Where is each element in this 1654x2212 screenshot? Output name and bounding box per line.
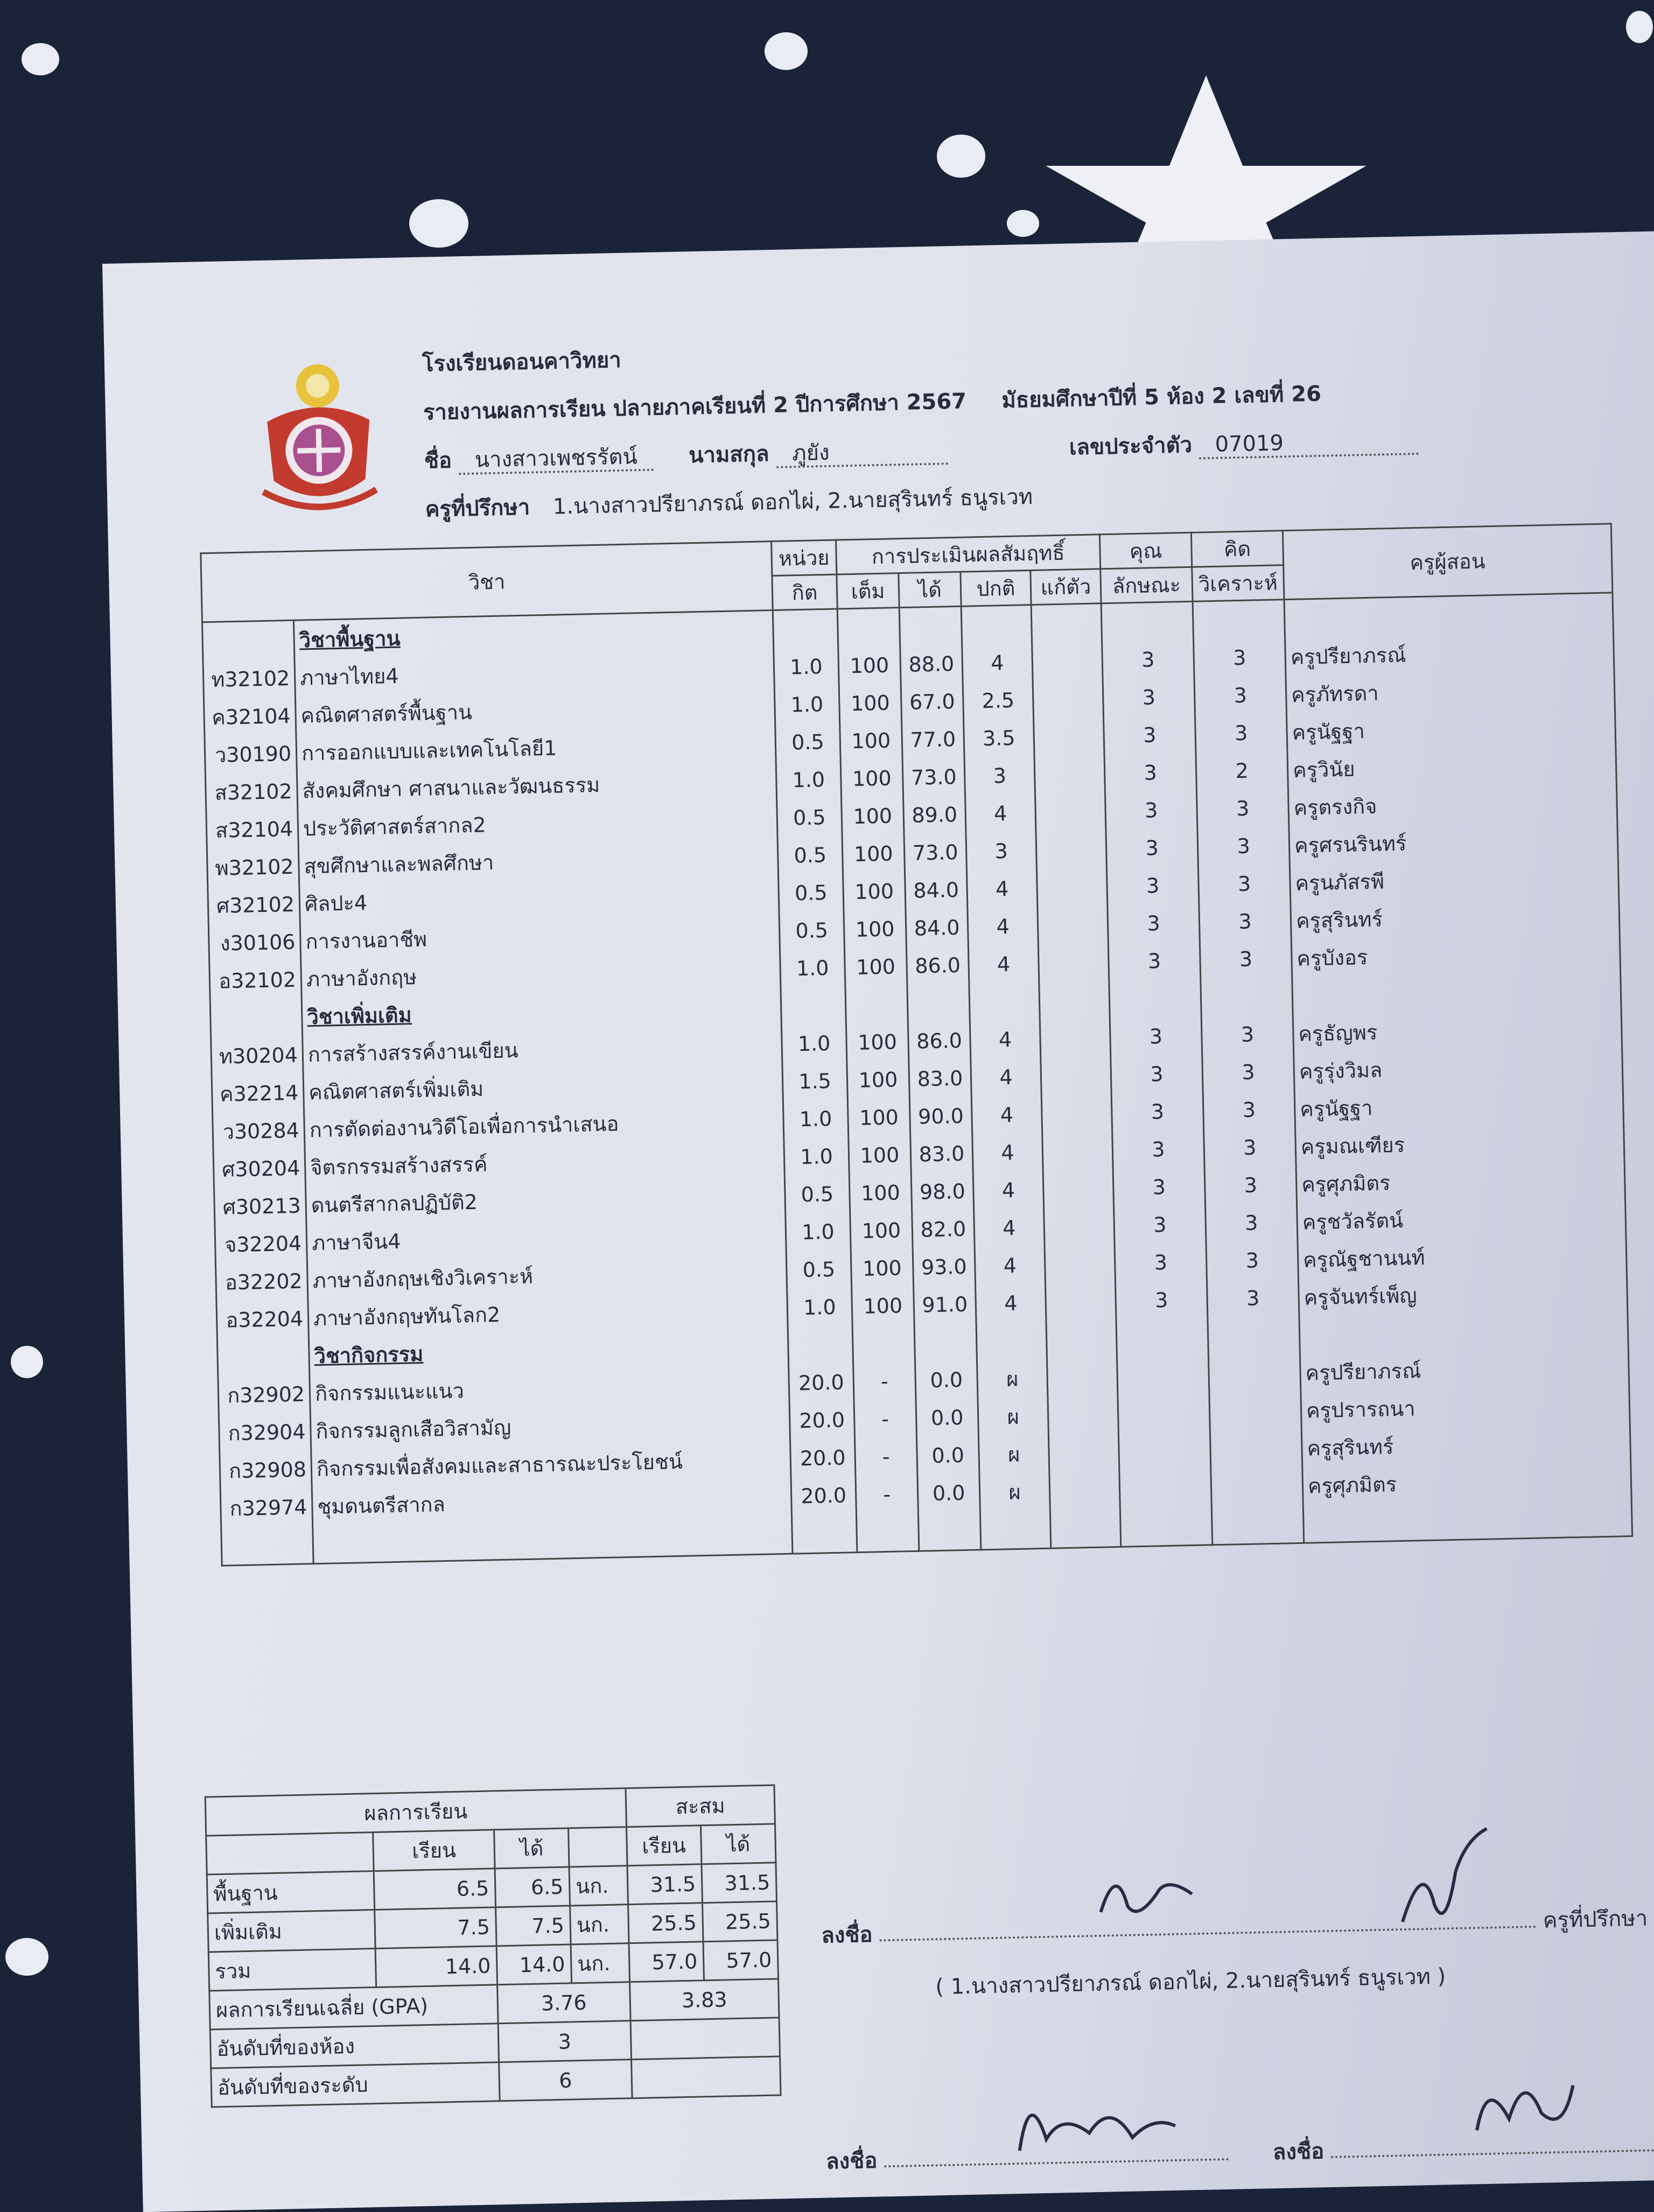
remedial-grade [1042, 1132, 1113, 1171]
summary-unit: นก. [569, 1866, 628, 1906]
score: 73.0 [902, 758, 965, 797]
grade: ผ [978, 1397, 1048, 1436]
summary-table [205, 1784, 782, 2108]
advisor-signature-names: ( 1.นางสาวปรียาภรณ์ ดอกไผ่, 2.นายสุรินทร์ ธนูรเวท ) [935, 1964, 1446, 2000]
remedial-grade [1046, 1282, 1116, 1322]
subject-code: อ32102 [209, 960, 302, 1000]
full-score: - [855, 1437, 917, 1476]
level-rank-value: 6 [499, 2060, 632, 2101]
summary-cum-studied: 31.5 [627, 1864, 703, 1905]
summary-blank [206, 1832, 374, 1874]
subject-name: จิตรกรรมสร้างสรรค์ [305, 1139, 784, 1186]
subject-name: สังคมศึกษา ศาสนาและวัฒนธรรม [297, 762, 776, 810]
thinking-score: 3 [1197, 826, 1289, 866]
score: 86.0 [906, 946, 969, 985]
subject-code: ท32102 [203, 659, 295, 699]
thinking-score: 3 [1198, 864, 1290, 904]
grade: 4 [966, 869, 1037, 909]
grade: 4 [971, 1096, 1042, 1135]
credit-units: 1.0 [774, 685, 839, 724]
summary-blank [631, 2056, 781, 2098]
summary-got: 7.5 [496, 1906, 571, 1946]
report-title: รายงานผลการเรียน ปลายภาคเรียนที่ 2 ปีการศึกษา 2567 [423, 389, 967, 425]
character-score: 3 [1115, 1242, 1207, 1282]
subject-name: ภาษาจีน4 [306, 1214, 786, 1262]
summary-results-label: ผลการเรียน [205, 1788, 626, 1836]
full-score: 100 [844, 910, 906, 949]
credit-units: 0.5 [775, 723, 840, 762]
background-star [937, 135, 985, 178]
grade: 4 [968, 907, 1038, 946]
character-score: 3 [1103, 678, 1195, 718]
grade: 2.5 [963, 681, 1033, 720]
room-rank-value: 3 [498, 2021, 631, 2062]
subject-name: ดนตรีสากลปฏิบัติ2 [305, 1176, 785, 1224]
subject-code: ค32104 [204, 697, 296, 736]
character-score: 3 [1108, 904, 1200, 944]
character-score: 3 [1114, 1205, 1206, 1245]
remedial-grade [1033, 679, 1103, 719]
summary-unit: นก. [570, 1905, 629, 1944]
section-title: วิชาเพิ่มเติม [302, 988, 781, 1036]
remedial-grade [1040, 1019, 1110, 1058]
handwritten-signature [1077, 1822, 1564, 1950]
subject-code: ก32974 [220, 1487, 312, 1527]
thinking-score: 3 [1201, 1015, 1293, 1055]
sign-label: ลงชื่อ [825, 2148, 878, 2174]
subject-name: ภาษาอังกฤษทันโลก2 [308, 1289, 788, 1337]
thinking-score: 3 [1195, 713, 1287, 753]
remedial-grade [1034, 755, 1105, 794]
full-score: 100 [849, 1174, 912, 1212]
remedial-grade [1045, 1245, 1115, 1284]
score: 84.0 [905, 871, 967, 910]
teacher-name: ครูตรงกิจ [1288, 782, 1617, 826]
summary-cum-studied-header: เรียน [626, 1825, 702, 1866]
subject-code: ท30204 [211, 1036, 303, 1076]
full-score: 100 [843, 872, 906, 911]
name-label: ชื่อ [424, 448, 452, 474]
credit-units: 1.0 [780, 949, 845, 987]
summary-blank [630, 2018, 780, 2060]
credit-units: 20.0 [789, 1401, 854, 1439]
credit-units: 1.0 [774, 648, 839, 686]
full-score: - [856, 1475, 918, 1514]
summary-row-label: เพิ่มเติม [208, 1910, 376, 1952]
thinking-score: 3 [1200, 939, 1292, 979]
grade: 4 [972, 1133, 1043, 1172]
credit-units: 1.0 [781, 1024, 846, 1063]
character-score [1118, 1431, 1210, 1471]
subject-name: การออกแบบและเทคโนโลยี1 [296, 724, 776, 772]
background-star [765, 32, 808, 70]
section-title: วิชากิจกรรม [309, 1327, 788, 1375]
remedial-grade [1036, 830, 1106, 869]
full-score: 100 [840, 759, 903, 798]
teacher-name: ครูชวัลรัตน์ [1297, 1196, 1626, 1241]
teacher-name: ครูนัฐฐา [1286, 706, 1615, 751]
col-character-top: คุณ [1099, 532, 1192, 569]
advisor-label: ครูที่ปรึกษา [425, 495, 530, 522]
subject-code: อ32204 [216, 1299, 309, 1339]
subject-name: กิจกรรมเพื่อสังคมและสาธารณะประโยชน์ [311, 1440, 791, 1488]
full-score: 100 [852, 1287, 914, 1325]
remedial-grade [1049, 1471, 1120, 1510]
background-star [1007, 210, 1039, 237]
col-fix: แก้ตัว [1031, 569, 1101, 605]
remedial-grade [1043, 1169, 1113, 1209]
subject-name: การงานอาชีพ [300, 912, 780, 960]
thinking-score: 2 [1196, 751, 1288, 791]
student-surname: ภูยัง [776, 438, 948, 468]
character-score [1118, 1393, 1210, 1433]
subject-name: ชุมดนตรีสากล [312, 1478, 791, 1526]
col-normal: ปกติ [961, 571, 1031, 607]
score: 0.0 [916, 1436, 979, 1474]
school-logo [244, 355, 393, 519]
character-score: 3 [1111, 1055, 1203, 1094]
id-label: เลขประจำตัว [1069, 432, 1193, 460]
character-score: 3 [1105, 791, 1197, 831]
subject-code: ว30190 [205, 734, 297, 774]
subject-code: ก32908 [220, 1450, 312, 1490]
subject-name: การสร้างสรรค์งานเขียน [303, 1026, 782, 1073]
gpa-value: 3.76 [497, 1982, 630, 2024]
credit-units: 1.0 [776, 760, 841, 799]
subject-code: ว30284 [213, 1111, 305, 1151]
summary-got: 14.0 [496, 1944, 572, 1985]
grade: ผ [978, 1435, 1049, 1474]
thinking-score: 3 [1206, 1203, 1298, 1243]
col-unit-bottom: กิต [772, 574, 837, 610]
thinking-score: 3 [1194, 638, 1286, 678]
character-score: 3 [1106, 828, 1198, 868]
credit-units: 1.0 [786, 1212, 851, 1251]
grade: 3.5 [964, 719, 1034, 758]
teacher-name: ครูศุภมิตร [1302, 1460, 1631, 1505]
teacher-name: ครูสุรินทร์ [1301, 1422, 1630, 1467]
character-score: 3 [1108, 942, 1200, 981]
subject-name: สุขศึกษาและพลศึกษา [298, 837, 778, 885]
subject-code: ส32102 [205, 772, 297, 812]
full-score: 100 [850, 1211, 913, 1250]
credit-units: 0.5 [777, 835, 843, 874]
summary-blank [569, 1827, 627, 1867]
score: 86.0 [908, 1022, 970, 1061]
score: 0.0 [917, 1473, 980, 1512]
credit-units: 0.5 [784, 1175, 850, 1213]
remedial-grade [1036, 868, 1107, 907]
gpa-label: ผลการเรียนเฉลี่ย (GPA) [209, 1985, 498, 2030]
full-score: 100 [844, 947, 907, 986]
score: 91.0 [914, 1285, 976, 1324]
col-character-bottom: ลักษณะ [1101, 567, 1193, 603]
character-score: 3 [1112, 1130, 1204, 1170]
character-score [1119, 1469, 1211, 1508]
col-full: เต็ม [837, 573, 899, 609]
subject-code: ง30106 [208, 923, 300, 963]
full-score: 100 [849, 1136, 911, 1175]
teacher-name: ครูนภัสรพี [1289, 857, 1618, 902]
thinking-score: 3 [1204, 1165, 1296, 1205]
thinking-score: 3 [1199, 902, 1291, 942]
thinking-score [1209, 1392, 1301, 1431]
thinking-score: 3 [1207, 1279, 1299, 1318]
advisor-role-label: ครูที่ปรึกษา [1543, 1906, 1648, 1933]
remedial-grade [1032, 642, 1103, 681]
thinking-score: 3 [1203, 1090, 1295, 1130]
subject-code: ศ30204 [213, 1148, 305, 1188]
score: 83.0 [910, 1135, 973, 1174]
grade: 3 [966, 832, 1036, 871]
full-score: 100 [846, 1023, 908, 1062]
character-score: 3 [1111, 1092, 1203, 1132]
level-rank-label: อันดับที่ของระดับ [211, 2062, 500, 2107]
summary-studied: 6.5 [374, 1869, 496, 1910]
grade: 3 [964, 756, 1035, 796]
remedial-grade [1035, 792, 1106, 832]
thinking-score: 3 [1206, 1241, 1298, 1281]
student-id: 07019 [1199, 428, 1418, 460]
grade: 4 [974, 1209, 1045, 1248]
summary-got-header: ได้ [494, 1828, 570, 1869]
thinking-score: 3 [1204, 1128, 1296, 1168]
character-score: 3 [1102, 640, 1194, 680]
summary-row-label: พื้นฐาน [207, 1871, 375, 1913]
score: 93.0 [913, 1247, 975, 1286]
full-score: 100 [842, 834, 905, 873]
grade: 4 [968, 945, 1039, 984]
handwritten-signature [948, 2052, 1650, 2174]
summary-cum-got: 57.0 [703, 1940, 779, 1981]
remedial-grade [1041, 1056, 1111, 1096]
subject-code: จ32204 [215, 1224, 307, 1263]
subject-code: พ32102 [207, 847, 299, 887]
grade: 4 [970, 1020, 1040, 1059]
grade: 4 [962, 643, 1033, 683]
student-name: นางสาวเพชรรัตน์ [458, 444, 654, 475]
summary-cum-got: 31.5 [702, 1863, 777, 1903]
subject-code: ศ30213 [214, 1186, 306, 1226]
teacher-name: ครูวินัย [1287, 744, 1616, 789]
credit-units: 1.5 [782, 1062, 847, 1100]
credit-units: 1.0 [787, 1288, 852, 1326]
section-title: วิชาพื้นฐาน [293, 610, 773, 659]
teacher-name: ครูมณเฑียร [1295, 1121, 1624, 1165]
teacher-name: ครูศุภมิตร [1296, 1158, 1625, 1203]
grades-table [200, 523, 1633, 1567]
col-thinking-top: คิด [1191, 531, 1283, 567]
subject-name: ประวัติศาสตร์สากล2 [298, 799, 777, 847]
character-score: 3 [1106, 866, 1199, 906]
score: 98.0 [911, 1172, 973, 1211]
report-header [422, 322, 1654, 542]
report-paper [102, 231, 1654, 2212]
grade: 4 [973, 1171, 1043, 1210]
summary-studied: 14.0 [376, 1946, 497, 1988]
subject-name: ภาษาอังกฤษ [301, 950, 781, 998]
summary-studied: 7.5 [375, 1907, 496, 1949]
credit-units: 0.5 [779, 873, 844, 912]
col-thinking-bottom: วิเคราะห์ [1192, 565, 1284, 602]
credit-units: 0.5 [779, 911, 844, 950]
background-star [22, 43, 59, 75]
grade: 4 [965, 794, 1036, 833]
teacher-name: ครูสุรินทร์ [1291, 895, 1620, 939]
credit-units: 20.0 [790, 1438, 856, 1477]
summary-cumulative-label: สะสม [626, 1785, 775, 1827]
character-score: 3 [1104, 715, 1196, 755]
subject-code: ค32214 [212, 1073, 304, 1113]
teacher-name: ครูรุ่งวิมล [1294, 1045, 1623, 1090]
full-score: 100 [847, 1061, 909, 1099]
school-name: โรงเรียนดอนคาวิทยา [422, 347, 622, 377]
score: 0.0 [916, 1398, 978, 1437]
teacher-name: ครูบังอร [1291, 932, 1620, 977]
background-star [11, 1346, 43, 1378]
remedial-grade [1038, 905, 1108, 945]
full-score: - [853, 1362, 916, 1401]
teacher-name: ครูปรียาภรณ์ [1300, 1347, 1629, 1392]
score: 90.0 [909, 1097, 972, 1136]
summary-cum-studied: 57.0 [629, 1942, 704, 1982]
thinking-score: 3 [1194, 676, 1286, 715]
full-score: 100 [839, 684, 901, 722]
teacher-name: ครูภัทรดา [1286, 669, 1615, 713]
teacher-name: ครูธัญพร [1293, 1008, 1622, 1052]
background-star [5, 1938, 48, 1976]
score: 73.0 [904, 833, 966, 872]
score: 77.0 [902, 720, 964, 759]
remedial-grade [1047, 1358, 1117, 1397]
grade: 4 [975, 1246, 1045, 1286]
character-score: 3 [1116, 1280, 1208, 1320]
grade: 4 [976, 1284, 1046, 1323]
subject-code: ส32104 [206, 810, 298, 849]
subject-name: กิจกรรมลูกเสือวิสามัญ [310, 1402, 790, 1450]
subject-code: ก32904 [219, 1412, 311, 1452]
full-score: 100 [847, 1098, 910, 1137]
advisor-names: 1.นางสาวปรียาภรณ์ ดอกไผ่, 2.นายสุรินทร์ ธนูรเวท [552, 484, 1033, 519]
subject-name: ภาษาอังกฤษเชิงวิเคราะห์ [307, 1252, 787, 1300]
background-star [409, 199, 468, 248]
character-score: 3 [1104, 753, 1196, 793]
summary-cum-studied: 25.5 [628, 1903, 703, 1943]
thinking-score [1211, 1467, 1303, 1507]
subject-name: การตัดต่องานวิดีโอเพื่อการนำเสนอ [304, 1101, 784, 1149]
cumulative-gpa-value: 3.83 [629, 1979, 779, 2021]
character-score: 3 [1113, 1167, 1205, 1207]
sign-label: ลงชื่อ [821, 1922, 873, 1948]
thinking-score: 3 [1202, 1052, 1294, 1092]
credit-units: 0.5 [786, 1250, 851, 1289]
col-teacher: ครูผู้สอน [1282, 524, 1613, 600]
remedial-grade [1034, 717, 1104, 756]
character-score [1117, 1356, 1209, 1395]
score: 67.0 [901, 683, 963, 721]
background-star [1626, 11, 1653, 43]
score: 83.0 [909, 1059, 971, 1098]
score: 89.0 [903, 796, 966, 834]
subject-code: อ32202 [215, 1261, 307, 1301]
summary-studied-header: เรียน [373, 1830, 495, 1871]
score: 0.0 [915, 1360, 978, 1399]
thinking-score [1208, 1354, 1300, 1394]
remedial-grade [1041, 1094, 1112, 1133]
sign-label: ลงชื่อ [1272, 2139, 1324, 2165]
score: 84.0 [906, 909, 968, 947]
summary-cum-got: 25.5 [702, 1901, 777, 1942]
full-score: 100 [840, 721, 902, 760]
full-score: 100 [842, 797, 904, 835]
grade: ผ [977, 1359, 1048, 1399]
col-subject: วิชา [201, 542, 773, 622]
subject-code: ศ32102 [208, 885, 300, 925]
credit-units: 20.0 [791, 1476, 856, 1515]
summary-unit: นก. [571, 1943, 629, 1983]
remedial-grade [1038, 943, 1109, 982]
thinking-score: 3 [1196, 789, 1288, 828]
summary-got: 6.5 [495, 1867, 570, 1907]
col-unit-top: หน่วย [772, 540, 837, 575]
teacher-name: ครูณัฐชานนท์ [1298, 1234, 1627, 1279]
col-assessment: การประเมินผลสัมฤทธิ์ [836, 535, 1101, 574]
room-rank-label: อันดับที่ของห้อง [210, 2024, 499, 2068]
subject-name: กิจกรรมแนะแนว [310, 1365, 789, 1413]
teacher-name: ครูปรารถนา [1301, 1385, 1630, 1429]
full-score: 100 [851, 1249, 913, 1288]
teacher-name: ครูจันทร์เพ็ญ [1298, 1272, 1627, 1316]
remedial-grade [1044, 1207, 1115, 1246]
full-score: 100 [838, 646, 901, 685]
subject-name: คณิตศาสตร์เพิ่มเติม [303, 1063, 783, 1111]
credit-units: 0.5 [777, 798, 842, 837]
teacher-name: ครูปรียาภรณ์ [1285, 631, 1614, 676]
class-info: มัธยมศึกษาปีที่ 5 ห้อง 2 เลขที่ 26 [1001, 381, 1322, 413]
credit-units: 1.0 [784, 1137, 849, 1176]
grade: 4 [971, 1058, 1041, 1097]
grade: ผ [979, 1472, 1050, 1512]
teacher-name: ครูนัฐฐา [1294, 1083, 1623, 1128]
subject-name: ภาษาไทย4 [295, 649, 774, 697]
remedial-grade [1048, 1395, 1118, 1435]
credit-units: 1.0 [783, 1099, 848, 1138]
subject-name: ศิลปะ4 [299, 875, 779, 923]
score: 82.0 [912, 1210, 975, 1248]
thinking-score [1210, 1429, 1302, 1469]
remedial-grade [1048, 1433, 1119, 1472]
character-score: 3 [1110, 1017, 1202, 1057]
subject-code: ก32902 [218, 1374, 310, 1414]
summary-cum-got-header: ได้ [700, 1824, 776, 1864]
surname-label: นามสกุล [688, 441, 769, 468]
col-got: ได้ [899, 572, 961, 607]
score: 88.0 [900, 645, 963, 684]
summary-row-label: รวม [208, 1949, 376, 1991]
credit-units: 20.0 [789, 1363, 854, 1402]
teacher-name: ครูศรนรินทร์ [1289, 819, 1618, 864]
subject-name: คณิตศาสตร์พื้นฐาน [295, 686, 775, 734]
full-score: - [854, 1400, 916, 1438]
